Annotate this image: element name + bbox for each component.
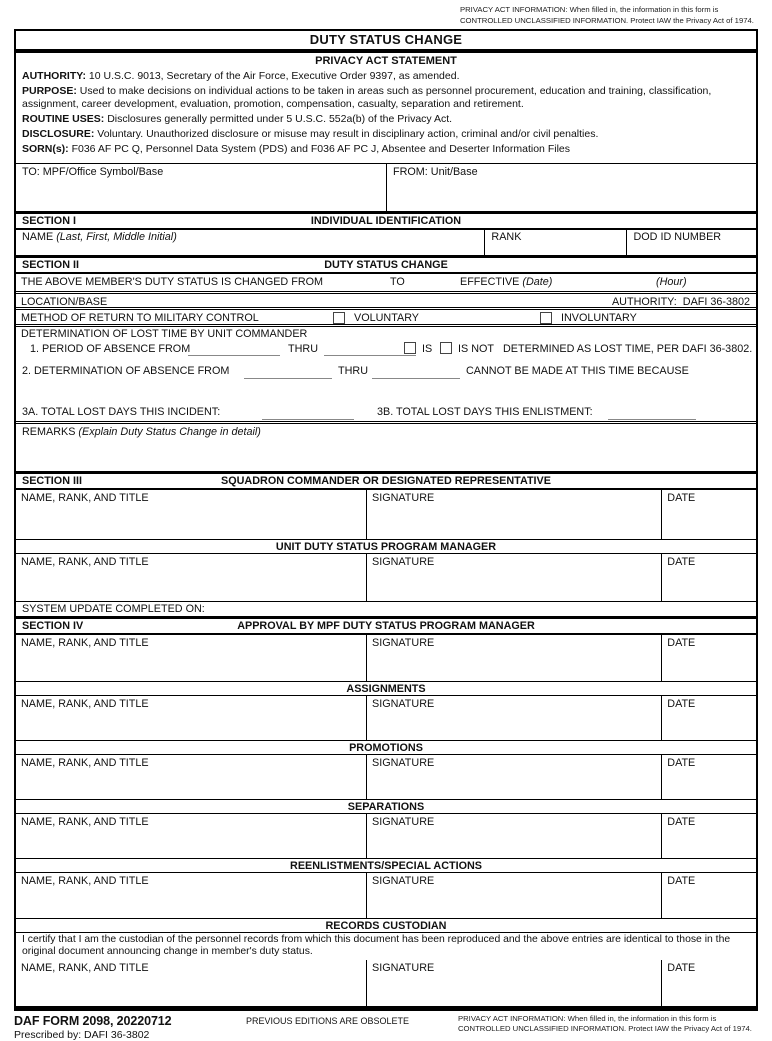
voluntary-checkbox[interactable]: [333, 312, 345, 324]
lost-time-rest-label: DETERMINED AS LOST TIME, PER DAFI 36-3802.: [503, 342, 753, 355]
previous-editions-note: PREVIOUS EDITIONS ARE OBSOLETE: [246, 1015, 410, 1026]
sec4-signature-cell[interactable]: [366, 635, 661, 681]
separations-date-label: DATE: [667, 815, 696, 828]
prescribed-by: Prescribed by: DAFI 36-3802: [14, 1028, 150, 1041]
promotions-name-label: NAME, RANK, AND TITLE: [21, 756, 149, 769]
cui-notice-top: [460, 5, 760, 26]
total-lost-days-enlistment-blank[interactable]: [608, 408, 696, 420]
form-body: [14, 51, 758, 1011]
promotions-signature-cell[interactable]: [366, 755, 661, 799]
determination-absence-label: 2. DETERMINATION OF ABSENCE FROM: [22, 364, 230, 377]
effective-hour-hint: (Hour): [656, 275, 687, 288]
is-label: IS: [422, 342, 433, 355]
cannot-be-made-label: CANNOT BE MADE AT THIS TIME BECAUSE: [466, 364, 689, 377]
section1-title: INDIVIDUAL IDENTIFICATION: [310, 214, 462, 227]
cui-notice-top-line2: CONTROLLED UNCLASSIFIED INFORMATION. Protect IAW the Privacy Act of 1974.: [460, 15, 754, 25]
is-not-label: IS NOT: [458, 342, 494, 355]
sec4-date-cell[interactable]: [661, 635, 756, 681]
promotions-name-cell[interactable]: [16, 755, 366, 799]
section1-fields: [16, 230, 756, 255]
duty-status-changed-row[interactable]: [16, 274, 756, 291]
rank-field[interactable]: [484, 230, 626, 255]
remarks-field[interactable]: [16, 421, 756, 471]
cui-notice-bottom-line2: CONTROLLED UNCLASSIFIED INFORMATION. Protect IAW the Privacy Act of 1974.: [458, 1024, 752, 1034]
separations-signature-block: [16, 814, 756, 858]
privacy-routine-uses-text: Disclosures generally permitted under 5 U.S.C. 552a(b) of the Privacy Act.: [107, 112, 453, 125]
sec3-date-cell[interactable]: [661, 490, 756, 539]
lost-time-determination-block: [16, 324, 756, 421]
reenlistments-date-cell[interactable]: [661, 873, 756, 918]
to-field[interactable]: [16, 164, 386, 211]
remarks-label: REMARKS: [22, 425, 76, 438]
custodian-name-cell[interactable]: [16, 960, 366, 1006]
privacy-authority-label: AUTHORITY:: [22, 70, 86, 82]
effective-date-hint: (Date): [522, 275, 553, 288]
separations-signature-label: SIGNATURE: [372, 815, 435, 828]
unit-manager-date-cell[interactable]: [661, 554, 756, 601]
section1-header: [16, 211, 756, 230]
privacy-routine-uses-label: ROUTINE USES:: [22, 112, 105, 125]
separations-header: SEPARATIONS: [16, 799, 756, 814]
determination-thru-label: THRU: [338, 364, 368, 377]
sec3-signature-label: SIGNATURE: [372, 491, 435, 504]
cui-notice-top-line1: PRIVACY ACT INFORMATION: When filled in, the information in this form is: [460, 5, 719, 14]
effective-label: EFFECTIVE (Date): [460, 275, 553, 288]
privacy-purpose-text: Used to make decisions on individual actions to be taken in areas such as personnel procurement, education and training, classification, assignment, career development, evaluation, promotion, compensation, casualty, separation and retirement.: [22, 85, 712, 110]
assignments-name-cell[interactable]: [16, 696, 366, 740]
section1-label: SECTION I: [22, 214, 76, 227]
assignments-date-label: DATE: [667, 697, 696, 710]
dod-id-field[interactable]: [626, 230, 756, 255]
cui-notice-bottom: [458, 1014, 758, 1035]
unit-manager-date-label: DATE: [667, 555, 696, 568]
custodian-date-label: DATE: [667, 961, 696, 974]
section3-label: SECTION III: [22, 474, 82, 487]
lost-time-label: DETERMINATION OF LOST TIME BY UNIT COMMANDER: [21, 327, 308, 340]
method-of-return-row: [16, 307, 756, 324]
privacy-disclosure: [22, 128, 750, 140]
unit-manager-name-cell[interactable]: [16, 554, 366, 601]
section4-title: APPROVAL BY MPF DUTY STATUS PROGRAM MANAGER: [237, 619, 535, 632]
promotions-date-cell[interactable]: [661, 755, 756, 799]
form-title: DUTY STATUS CHANGE: [14, 29, 758, 51]
unit-manager-name-label: NAME, RANK, AND TITLE: [21, 555, 149, 568]
privacy-purpose: [22, 85, 750, 110]
promotions-signature-label: SIGNATURE: [372, 756, 435, 769]
location-base-row[interactable]: [16, 291, 756, 307]
privacy-routine-uses: [22, 113, 750, 125]
changed-to-label: TO: [390, 275, 405, 288]
is-checkbox[interactable]: [404, 342, 416, 354]
dod-id-label: DOD ID NUMBER: [633, 230, 722, 243]
remarks-hint: (Explain Duty Status Change in detail): [78, 425, 261, 438]
separations-name-cell[interactable]: [16, 814, 366, 858]
system-update-field[interactable]: [16, 601, 756, 616]
form-footer: [14, 1014, 758, 1041]
assignments-header: ASSIGNMENTS: [16, 681, 756, 696]
total-lost-days-incident-label: 3A. TOTAL LOST DAYS THIS INCIDENT:: [22, 405, 221, 418]
custodian-statement: I certify that I am the custodian of the personnel records from which this document has been reproduced and the above entries are identical to those in the original document announcing change in member's duty status.: [22, 933, 731, 957]
section2-header: [16, 255, 756, 274]
sec3-date-label: DATE: [667, 491, 696, 504]
sec4-name-label: NAME, RANK, AND TITLE: [21, 636, 149, 649]
records-custodian-header: RECORDS CUSTODIAN: [16, 918, 756, 933]
unit-manager-signature-label: SIGNATURE: [372, 555, 435, 568]
privacy-sorn: [22, 143, 750, 155]
section3-header: [16, 471, 756, 490]
total-lost-days-incident-blank[interactable]: [262, 408, 354, 420]
name-field[interactable]: [16, 230, 484, 255]
is-not-checkbox[interactable]: [440, 342, 452, 354]
cui-notice-bottom-line1: PRIVACY ACT INFORMATION: When filled in, the information in this form is: [458, 1013, 717, 1023]
privacy-sorn-label: SORN(s):: [22, 143, 69, 156]
privacy-act-heading: PRIVACY ACT STATEMENT: [315, 55, 457, 67]
from-label: FROM: Unit/Base: [393, 165, 478, 178]
total-lost-days-enlistment-label: 3B. TOTAL LOST DAYS THIS ENLISTMENT:: [377, 405, 593, 418]
privacy-disclosure-text: Voluntary. Unauthorized disclosure or misuse may result in disciplinary action, criminal and/or civil penalties.: [97, 128, 599, 141]
sec3-name-cell[interactable]: [16, 490, 366, 539]
footer-left: [14, 1014, 246, 1041]
sec3-name-label: NAME, RANK, AND TITLE: [21, 491, 149, 504]
promotions-signature-block: [16, 755, 756, 799]
period-absence-label: 1. PERIOD OF ABSENCE FROM: [30, 342, 191, 355]
section4-header: [16, 616, 756, 635]
separations-date-cell[interactable]: [661, 814, 756, 858]
privacy-purpose-label: PURPOSE:: [22, 85, 77, 98]
section2-label: SECTION II: [22, 258, 79, 271]
form-number: DAF FORM 2098, 20220712: [14, 1013, 172, 1028]
custodian-signature-block: [16, 960, 756, 1006]
period-absence-from-blank[interactable]: [188, 344, 280, 356]
reenlistments-signature-block: [16, 873, 756, 918]
sec4-date-label: DATE: [667, 636, 696, 649]
assignments-signature-cell[interactable]: [366, 696, 661, 740]
reenlistments-signature-label: SIGNATURE: [372, 874, 435, 887]
separations-signature-cell[interactable]: [366, 814, 661, 858]
reenlistments-name-cell[interactable]: [16, 873, 366, 918]
reenlistments-signature-cell[interactable]: [366, 873, 661, 918]
promotions-header: PROMOTIONS: [16, 740, 756, 755]
determination-from-blank[interactable]: [244, 367, 332, 379]
unit-manager-header: UNIT DUTY STATUS PROGRAM MANAGER: [16, 539, 756, 554]
reenlistments-header: REENLISTMENTS/SPECIAL ACTIONS: [16, 858, 756, 873]
rank-label: RANK: [491, 230, 522, 243]
privacy-sorn-text: F036 AF PC Q, Personnel Data System (PDS) and F036 AF PC J, Absentee and Deserter Information Files: [71, 143, 570, 156]
location-base-label: LOCATION/BASE: [21, 295, 108, 308]
separations-name-label: NAME, RANK, AND TITLE: [21, 815, 149, 828]
custodian-signature-cell[interactable]: [366, 960, 661, 1006]
section3-title: SQUADRON COMMANDER OR DESIGNATED REPRESENTATIVE: [221, 474, 551, 487]
reenlistments-name-label: NAME, RANK, AND TITLE: [21, 874, 149, 887]
sec3-signature-cell[interactable]: [366, 490, 661, 539]
name-label: NAME: [22, 230, 54, 243]
changed-from-label: THE ABOVE MEMBER'S DUTY STATUS IS CHANGED FROM: [21, 275, 324, 288]
routing-row: [16, 163, 756, 211]
privacy-disclosure-label: DISCLOSURE:: [22, 128, 95, 141]
name-hint: (Last, First, Middle Initial): [56, 230, 177, 243]
system-update-label: SYSTEM UPDATE COMPLETED ON:: [22, 602, 205, 615]
section4-label: SECTION IV: [22, 619, 84, 632]
voluntary-label: VOLUNTARY: [354, 311, 419, 324]
involuntary-checkbox[interactable]: [540, 312, 552, 324]
sec4-name-cell[interactable]: [16, 635, 366, 681]
period-absence-thru-label: THRU: [288, 342, 318, 355]
method-of-return-label: METHOD OF RETURN TO MILITARY CONTROL: [21, 311, 259, 324]
assignments-name-label: NAME, RANK, AND TITLE: [21, 697, 149, 710]
sec3-signature-block: [16, 490, 756, 539]
authority-value: AUTHORITY: DAFI 36-3802: [611, 295, 750, 308]
involuntary-label: INVOLUNTARY: [561, 311, 637, 324]
determination-thru-blank[interactable]: [372, 367, 460, 379]
privacy-authority-text: 10 U.S.C. 9013, Secretary of the Air Force, Executive Order 9397, as amended.: [88, 70, 460, 82]
custodian-signature-label: SIGNATURE: [372, 961, 435, 974]
period-absence-thru-blank[interactable]: [324, 344, 416, 356]
unit-manager-signature-cell[interactable]: [366, 554, 661, 601]
to-label: TO: MPF/Office Symbol/Base: [22, 165, 164, 178]
privacy-authority: [22, 70, 750, 82]
sec4-signature-label: SIGNATURE: [372, 636, 435, 649]
custodian-name-label: NAME, RANK, AND TITLE: [21, 961, 149, 974]
from-field[interactable]: [386, 164, 756, 211]
reenlistments-date-label: DATE: [667, 874, 696, 887]
sec4-signature-block: [16, 635, 756, 681]
section2-title: DUTY STATUS CHANGE: [324, 258, 448, 271]
promotions-date-label: DATE: [667, 756, 696, 769]
privacy-act-statement: [16, 53, 756, 163]
assignments-signature-block: [16, 696, 756, 740]
assignments-signature-label: SIGNATURE: [372, 697, 435, 710]
custodian-date-cell[interactable]: [661, 960, 756, 1006]
assignments-date-cell[interactable]: [661, 696, 756, 740]
unit-manager-signature-block: [16, 554, 756, 601]
